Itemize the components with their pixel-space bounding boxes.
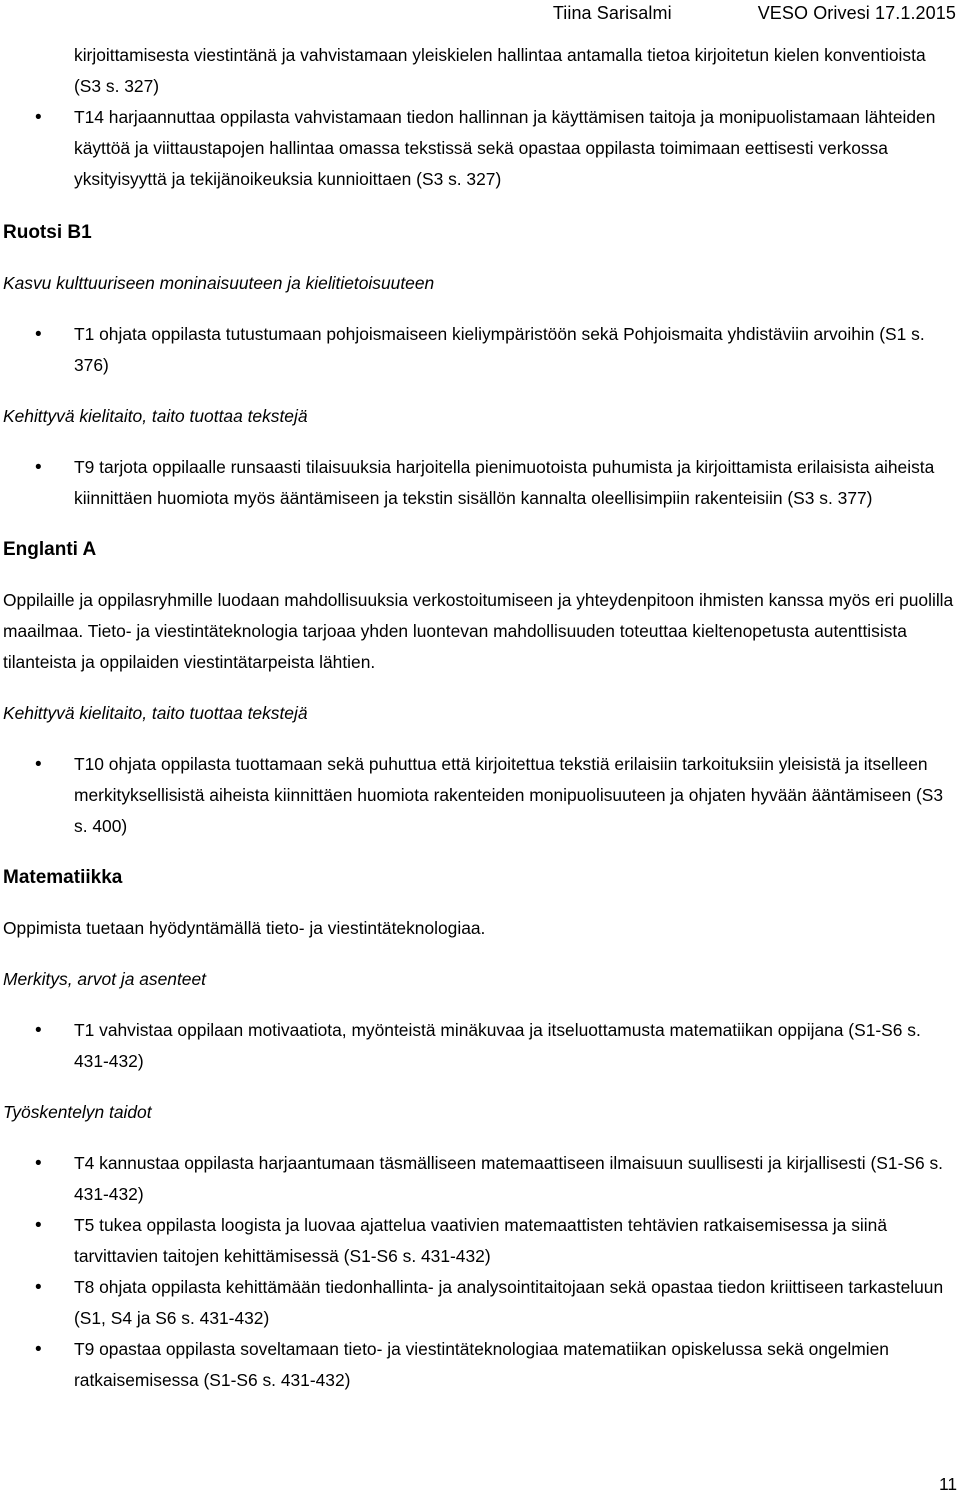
list-item: • T4 kannustaa oppilasta harjaantumaan täsmälliseen matemaattiseen ilmaisuun suullisesti ja kirjallisesti (S1-S6 s. 431-432) — [3, 1148, 955, 1210]
bullet-list — [3, 319, 955, 381]
list-item: • T8 ohjata oppilasta kehittämään tiedonhallinta- ja analysointitaitojaan sekä opastaa tiedon kriittiseen tarkasteluun (S1, S4 ja S6 s. 431-432) — [3, 1272, 955, 1334]
subheading: Työskentelyn taidot — [3, 1102, 152, 1122]
continued-list — [3, 40, 955, 102]
list-item: • T10 ohjata oppilasta tuottamaan sekä puhuttua että kirjoitettua tekstiä erilaisiin tarkoituksiin yleisistä ja itselleen merkityksellisistä aiheista kiinnittäen huomiota rakenteiden monipuolisuuteen ja ohjaten hyvään ääntämiseen (S3 s. 400) — [3, 749, 955, 842]
paragraph: Oppilaille ja oppilasryhmille luodaan mahdollisuuksia verkostoitumiseen ja yhteydenpitoon ihmisten kanssa myös eri puolilla maailmaa. Tieto- ja viestintäteknologia tarjoaa yhden luontevan mahdollisuuden toteuttaa kieltenopetusta autenttisista tilanteista ja oppilaiden viestintätarpeista lähtien. — [3, 590, 954, 672]
section-heading-englanti: Englanti A — [3, 539, 97, 560]
header-event: VESO Orivesi 17.1.2015 — [757, 3, 956, 23]
list-item: • T1 ohjata oppilasta tutustumaan pohjoismaiseen kieliympäristöön sekä Pohjoismaita yhdistäviin arvoihin (S1 s. 376) — [3, 319, 955, 381]
bullet-list — [3, 749, 955, 842]
page-header — [467, 3, 956, 24]
header-author: Tiina Sarisalmi — [552, 3, 672, 23]
document-body — [3, 40, 955, 1396]
list-item: kirjoittamisesta viestintänä ja vahvistamaan yleiskielen hallintaa antamalla tietoa kirjoitetun kielen konventioista (S3 s. 327) — [74, 45, 926, 96]
subheading: Kehittyvä kielitaito, taito tuottaa tekstejä — [3, 406, 308, 426]
list-item: • T1 vahvistaa oppilaan motivaatiota, myönteistä minäkuvaa ja itseluottamusta matematiikan oppijana (S1-S6 s. 431-432) — [3, 1015, 955, 1077]
paragraph: Oppimista tuetaan hyödyntämällä tieto- ja viestintäteknologiaa. — [3, 918, 486, 938]
bullet-list — [3, 1015, 955, 1077]
list-item: • T14 harjaannuttaa oppilasta vahvistamaan tiedon hallinnan ja käyttämisen taitoja ja monipuolistamaan lähteiden käyttöä ja viittaustapojen hallintaa omassa tekstissä sekä opastaa oppilasta toimimaan eettisesti verkossa yksityisyyttä ja tekijänoikeuksia kunnioittaen (S3 s. 327) — [3, 102, 955, 195]
subheading: Merkitys, arvot ja asenteet — [3, 969, 206, 989]
list-item: • T9 opastaa oppilasta soveltamaan tieto- ja viestintäteknologiaa matematiikan opiskelussa sekä ongelmien ratkaisemisessa (S1-S6 s. 431-432) — [3, 1334, 955, 1396]
bullet-list — [3, 1148, 955, 1396]
bullet-list — [3, 452, 955, 514]
section-heading-matematiikka: Matematiikka — [3, 867, 123, 888]
page-number: 11 — [938, 1474, 957, 1494]
list-item: • T5 tukea oppilasta loogista ja luovaa ajattelua vaativien matemaattisten tehtävien ratkaisemisessa ja siinä tarvittavien taitojen kehittämisessä (S1-S6 s. 431-432) — [3, 1210, 955, 1272]
list-item: • T9 tarjota oppilaalle runsaasti tilaisuuksia harjoitella pienimuotoista puhumista ja kirjoittamista erilaisista aiheista kiinnittäen huomiota myös ääntämiseen ja tekstin sisällön kannalta oleellisimpiin rakenteisiin (S3 s. 377) — [3, 452, 955, 514]
bullet-list — [3, 102, 955, 195]
subheading: Kehittyvä kielitaito, taito tuottaa tekstejä — [3, 703, 308, 723]
subheading: Kasvu kulttuuriseen moninaisuuteen ja kielitietoisuuteen — [3, 273, 435, 293]
section-heading-ruotsi: Ruotsi B1 — [3, 222, 92, 243]
